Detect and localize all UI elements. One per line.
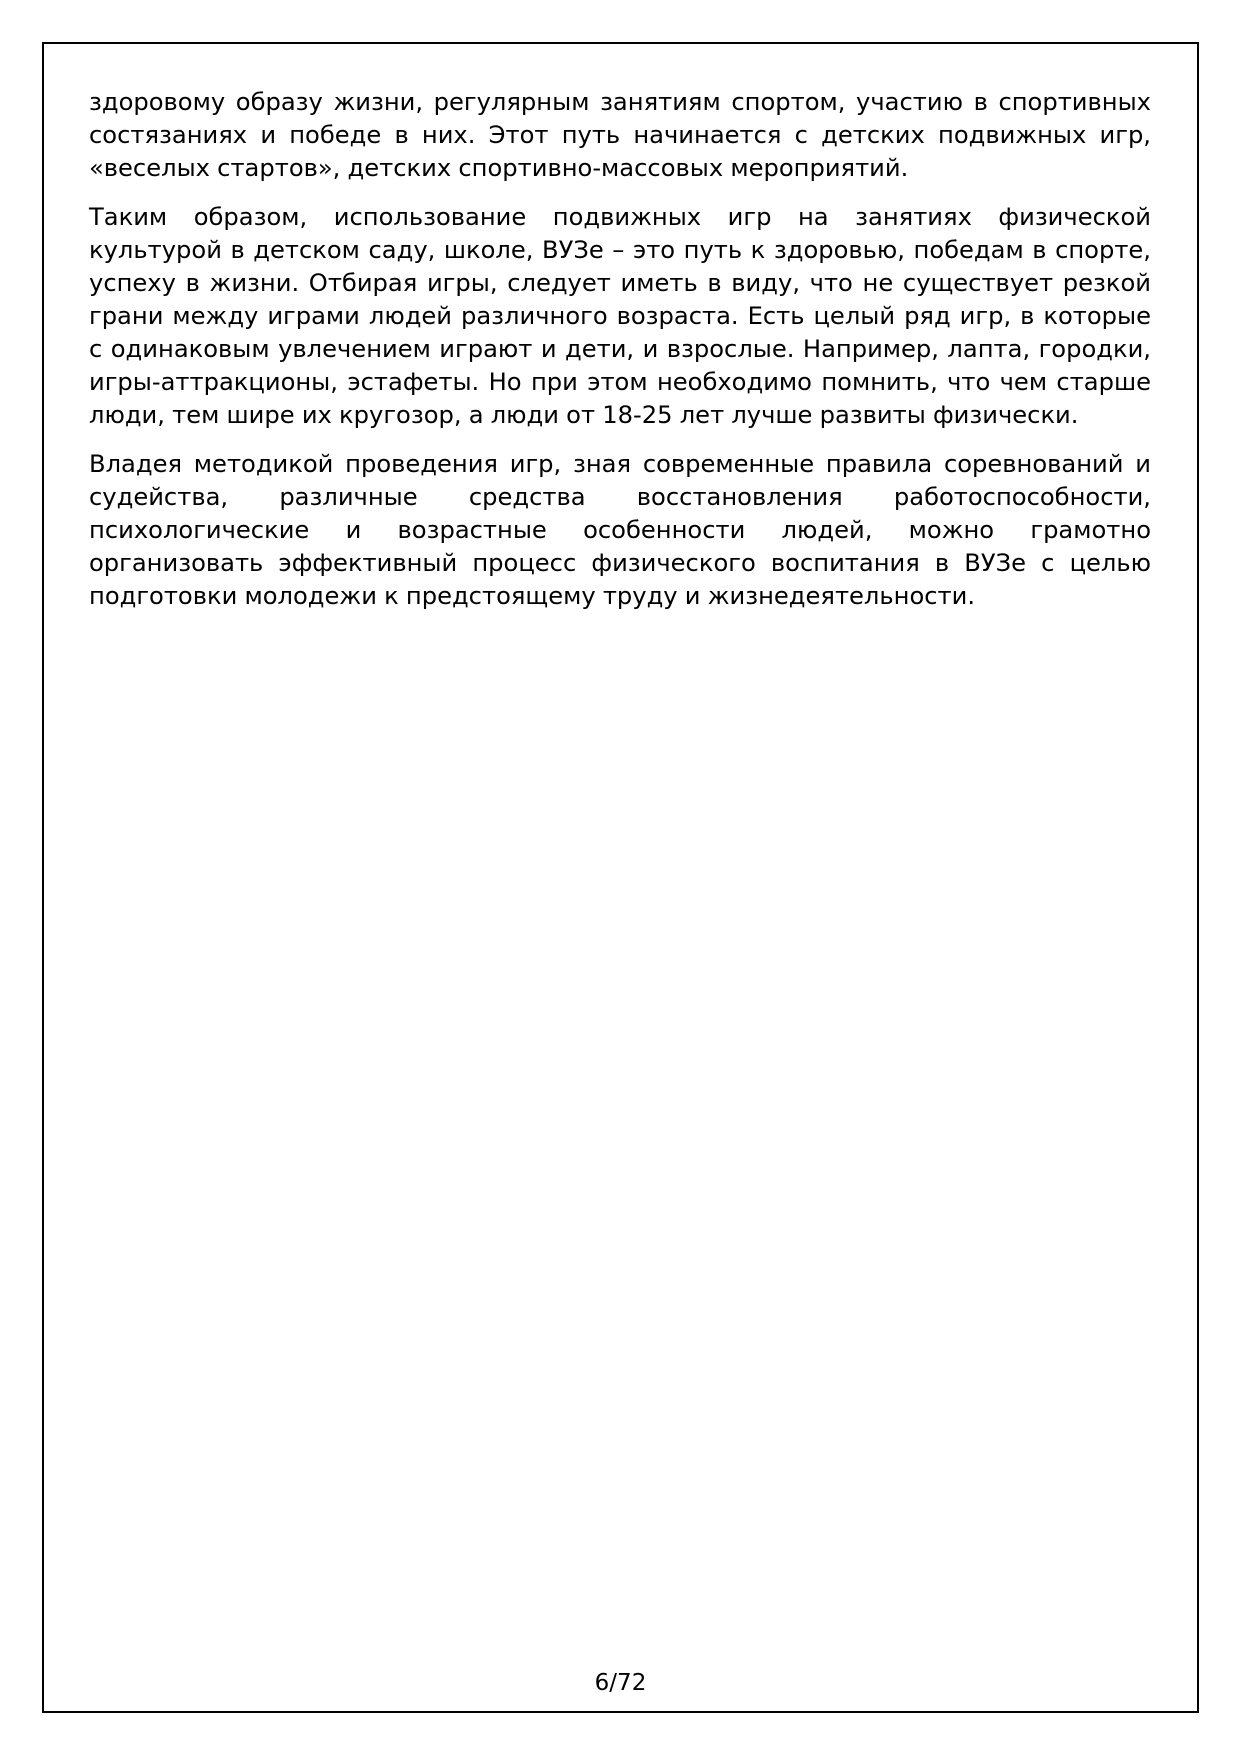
paragraph-2: Таким образом, использование подвижных игр на занятиях физической культурой в детском саду, школе, ВУЗе – это путь к здоровью, победам в спорте, успеху в жизни. Отбирая игры, следует иметь в виду, что не существует резкой грани между играми людей различного возраста. Есть целый ряд игр, в которые с одинаковым увлечением играют и дети, и взрослые. Например, лапта, городки, игры-аттракционы, эстафеты. Но при этом необходимо помнить, что чем старше люди, тем шире их кругозор, а люди от 18-25 лет лучше развиты физически.	[89, 203, 1151, 429]
document-body	[89, 86, 1151, 629]
paragraph-1: здоровому образу жизни, регулярным занятиям спортом, участию в спортивных состязаниях и победе в них. Этот путь начинается с детских подвижных игр, «веселых стартов», детских спортивно-массовых мероприятий.	[89, 88, 1151, 182]
page-number: 6/72	[594, 1670, 647, 1696]
paragraph-3: Владея методикой проведения игр, зная современные правила соревнований и судейства, различные средства восстановления работоспособности, психологические и возрастные особенности людей, можно грамотно организовать эффективный процесс физического воспитания в ВУЗе с целью подготовки молодежи к предстоящему труду и жизнедеятельности.	[89, 450, 1151, 610]
